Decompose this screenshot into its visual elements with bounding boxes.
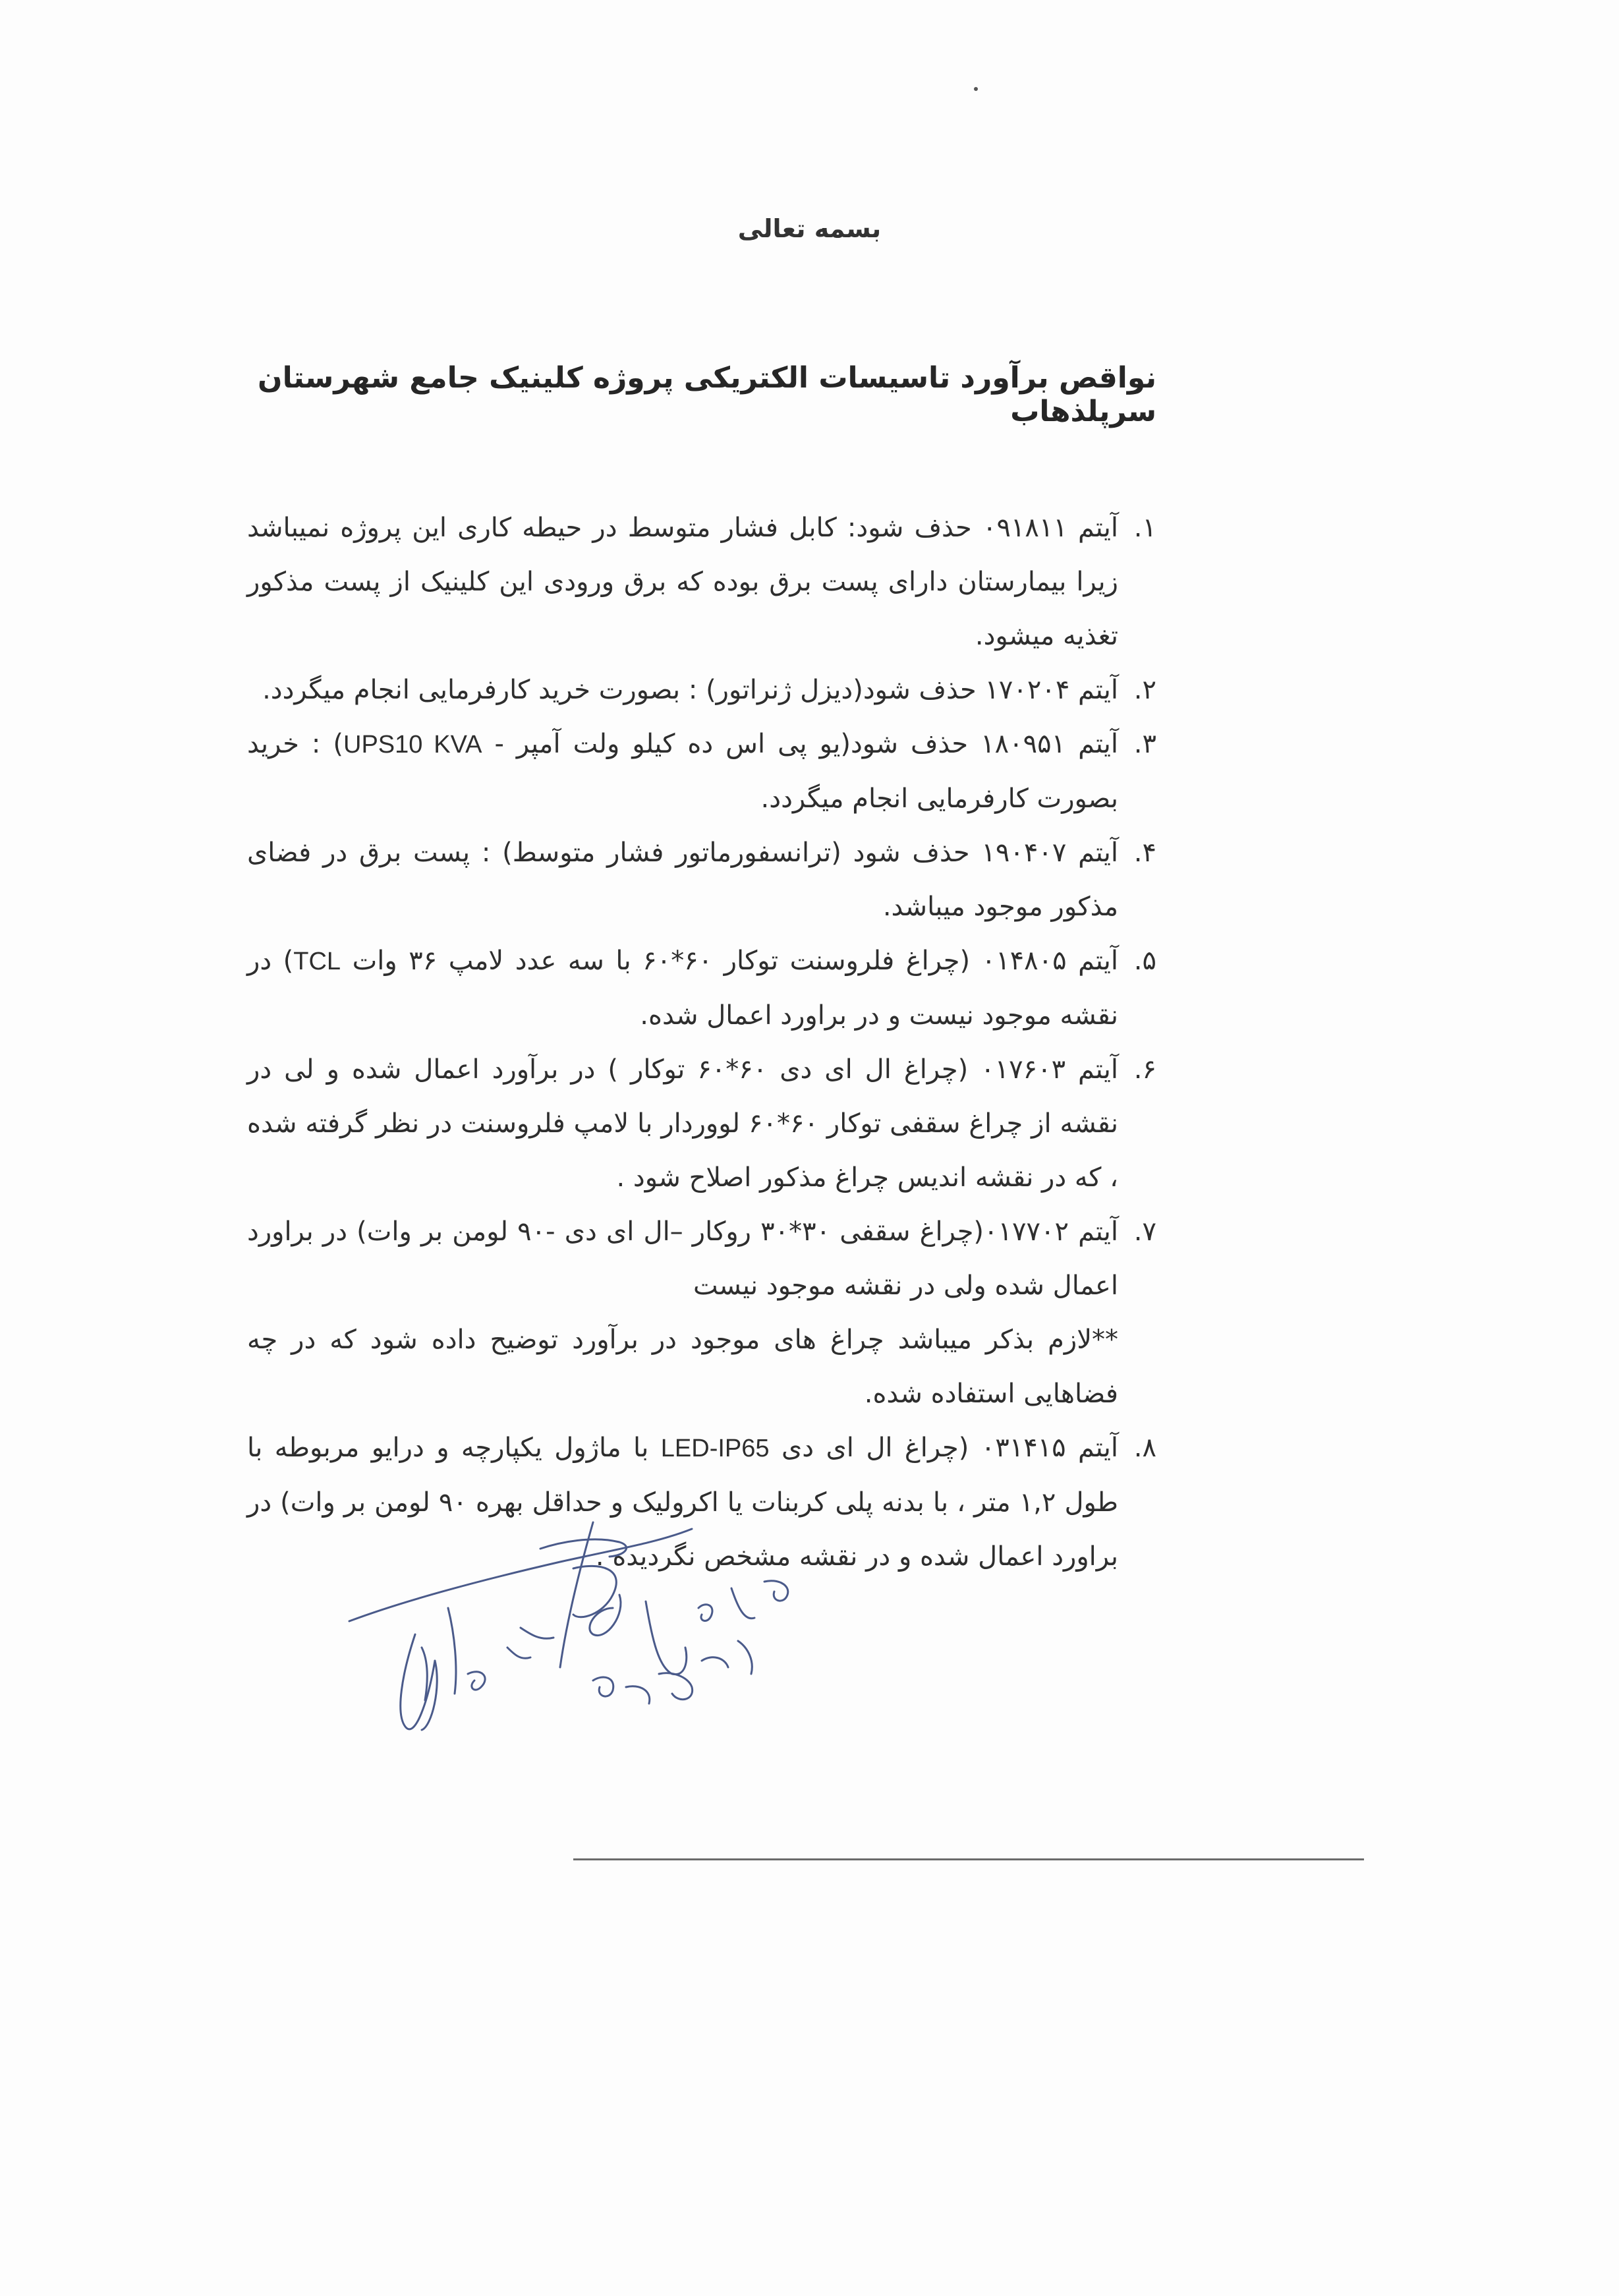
item-text-continued: ) در نقشه موجود نیست و در براورد اعمال شده. [247,946,1118,1031]
item-number: ۱. [1133,513,1156,543]
footer-divider [573,1858,1364,1860]
item-model-code: LED-IP65 [660,1435,770,1462]
list-item [247,1205,1156,1421]
item-number: ۸. [1133,1433,1156,1463]
scan-speck [974,87,978,91]
list-item [247,934,1156,1043]
document-title: نواقص برآورد تاسیسات الکتریکی پروژه کلینیک جامع شهرستان سرپلذهاب [258,361,1156,428]
handwritten-signature [343,1509,843,1812]
deficiency-list [247,501,1156,1584]
item-text: آیتم ۰۱۷۷۰۲(چراغ سقفی ۳۰*۳۰ روکار –ال ای دی -۹۰ لومن بر وات) در براورد اعمال شده ولی در نقشه موجود نیست [247,1217,1119,1301]
item-text: آیتم ۰۱۴۸۰۵ (چراغ فلروسنت توکار ۶۰*۶۰ با سه عدد لامپ ۳۶ وات [341,946,1119,976]
item-text: آیتم ۱۷۰۲۰۴ حذف شود(دیزل ژنراتور) : بصورت خرید کارفرمایی انجام میگردد. [262,675,1118,705]
list-item [247,717,1156,826]
list-item [247,663,1156,717]
item-number: ۵. [1133,946,1156,976]
invocation-heading: بسمه تعالی [737,214,882,243]
item-note: **لازم بذکر میباشد چراغ های موجود در برآورد توضیح داده شود که در چه فضاهایی استفاده شده. [247,1325,1118,1409]
item-text: آیتم ۰۱۷۶۰۳ (چراغ ال ای دی ۶۰*۶۰ توکار ) در برآورد اعمال شده و لی در نقشه از چراغ سقفی توکار ۶۰*۶۰ لووردار با لامپ فلروسنت در نظر گرفته شده ، که در نقشه اندیس چراغ مذکور اصلاح شود . [247,1054,1118,1193]
signature-date: ۹۹,۴,۲۶ [397,1762,512,1801]
list-item [247,826,1156,934]
item-text: آیتم ۰۳۱۴۱۵ (چراغ ال ای دی [769,1433,1118,1463]
item-model-code: UPS10 KVA [343,731,482,759]
item-text: آیتم ۰۹۱۸۱۱ حذف شود: کابل فشار متوسط در حیطه کاری این پروژه نمیباشد زیرا بیمارستان دارای پست برق بوده که برق ورودی این کلینیک از پست مذکور تغذیه میشود. [247,513,1118,651]
item-text-continued: ) : خرید بصورت کارفرمایی انجام میگردد. [247,729,1118,814]
item-number: ۶. [1133,1054,1156,1085]
list-item [247,1043,1156,1205]
item-text: آیتم ۱۹۰۴۰۷ حذف شود (ترانسفورماتور فشار متوسط) : پست برق در فضای مذکور موجود میباشد. [247,838,1119,922]
item-text: آیتم ۱۸۰۹۵۱ حذف شود(یو پی اس ده کیلو ولت آمپر - [482,729,1119,759]
item-number: ۳. [1133,729,1156,759]
item-text-continued: با ماژول یکپارچه و درایو مربوطه با طول ۱,۲ متر ، با بدنه پلی کربنات یا اکرولیک و حداقل بهره ۹۰ لومن بر وات) در براورد اعمال شده و در نقشه مشخص نگردیده . [247,1433,1119,1572]
item-number: ۴. [1133,838,1156,868]
item-number: ۲. [1133,675,1156,705]
item-model-code: TCL [293,948,341,975]
item-number: ۷. [1133,1217,1156,1247]
list-item [247,501,1156,663]
